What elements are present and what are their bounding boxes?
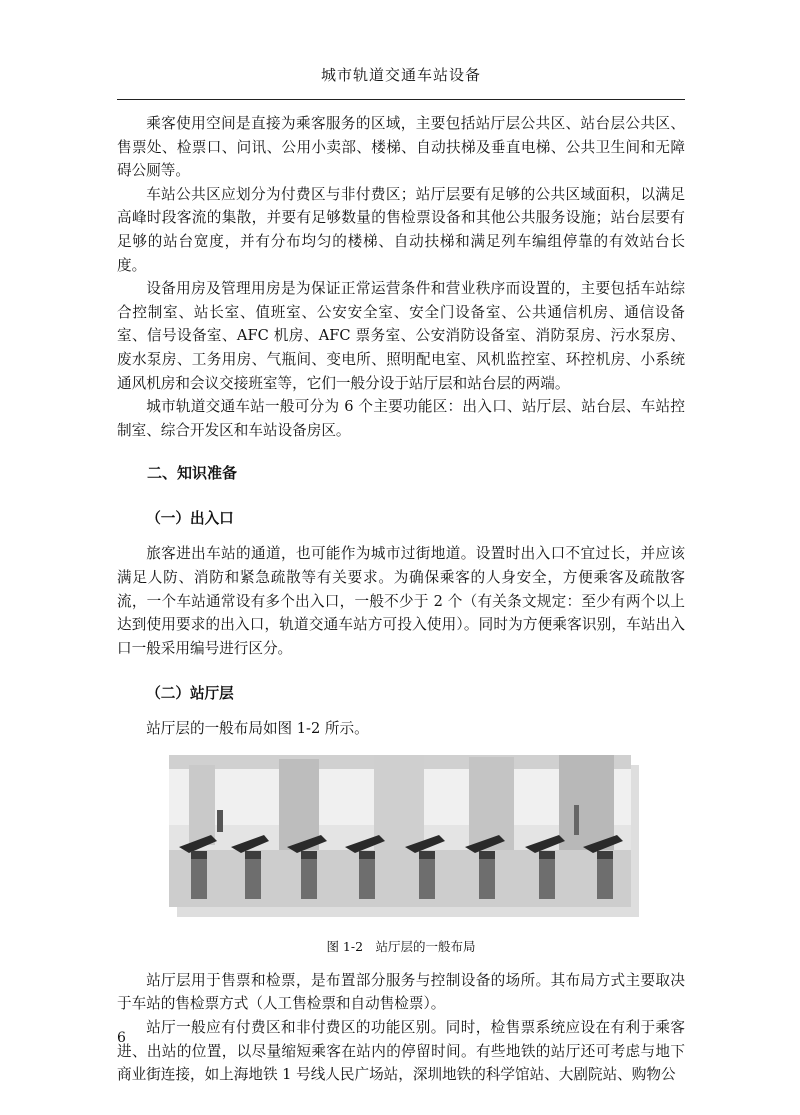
concourse-photo — [169, 755, 631, 907]
subsection-title-entrance: （一）出入口 — [146, 510, 234, 528]
running-head: 城市轨道交通车站设备 — [320, 66, 481, 84]
paragraph-passenger-space: 乘客使用空间是直接为乘客服务的区域，主要包括站厅层公共区、站台层公共区、售票处、检票口、问讯、公用小卖部、楼梯、自动扶梯及垂直电梯、公共卫生间和无障碍公厕等。 — [117, 115, 685, 180]
figure-1-2 — [117, 751, 685, 931]
paragraph-concourse-zones: 站厅一般应有付费区和非付费区的功能区别。同时，检售票系统应设在有利于乘客进、出站的位置，以尽量缩短乘客在站内的停留时间。有些地铁的站厅还可考虑与地下商业街连接，如上海地铁 1 号线人民广场站，深圳地铁的科学馆站、大剧院站、购物公 — [117, 1019, 685, 1084]
paragraph-figure-reference: 站厅层的一般布局如图 1-2 所示。 — [146, 720, 369, 738]
subsection-title-concourse: （二）站厅层 — [146, 685, 234, 703]
paragraph-equipment-rooms: 设备用房及管理用房是为保证正常运营条件和营业秩序而设置的，主要包括车站综合控制室、站长室、值班室、公安安全室、安全门设备室、公共通信机房、通信设备室、信号设备室、AFC 机房、AFC 票务室、公安消防设备室、消防泵房、污水泵房、废水泵房、工务用房、气瓶间、变电所、照明配电室、风机监控室、环控机房、小系统通风机房和会议交接班室等，它们一般分设于站厅层和站台层的两端。 — [117, 280, 685, 392]
paragraph-entrance: 旅客进出车站的通道，也可能作为城市过街地道。设置时出入口不宜过长，并应该满足人防、消防和紧急疏散等有关要求。为确保乘客的人身安全，方便乘客及疏散客流，一个车站通常设有多个出入口，一般不少于 2 个（有关条文规定：至少有两个以上达到使用要求的出入口，轨道交通车站方可投入使用）。同时为方便乘客识别，车站出入口一般采用编号进行区分。 — [117, 545, 685, 657]
section-heading: 二、知识准备 — [147, 464, 238, 483]
paragraph-concourse-use: 站厅层用于售票和检票，是布置部分服务与控制设备的场所。其布局方式主要取决于车站的售检票方式（人工售检票和自动售检票）。 — [117, 971, 685, 1013]
body-text — [117, 112, 685, 1087]
ticket-gates-photo-illustration — [169, 755, 631, 907]
page-number: 6 — [117, 1030, 126, 1046]
paragraph-public-area: 车站公共区应划分为付费区与非付费区；站厅层要有足够的公共区域面积，以满足高峰时段客流的集散，并要有足够数量的售检票设备和其他公共服务设施；站台层要有足够的站台宽度，并有分布均匀的楼梯、自动扶梯和满足列车编组停靠的有效站台长度。 — [117, 185, 685, 274]
header-rule — [117, 99, 685, 100]
figure-caption: 图 1-2 站厅层的一般布局 — [326, 938, 476, 954]
paragraph-functional-zones: 城市轨道交通车站一般可分为 6 个主要功能区：出入口、站厅层、站台层、车站控制室、综合开发区和车站设备房区。 — [117, 398, 685, 439]
